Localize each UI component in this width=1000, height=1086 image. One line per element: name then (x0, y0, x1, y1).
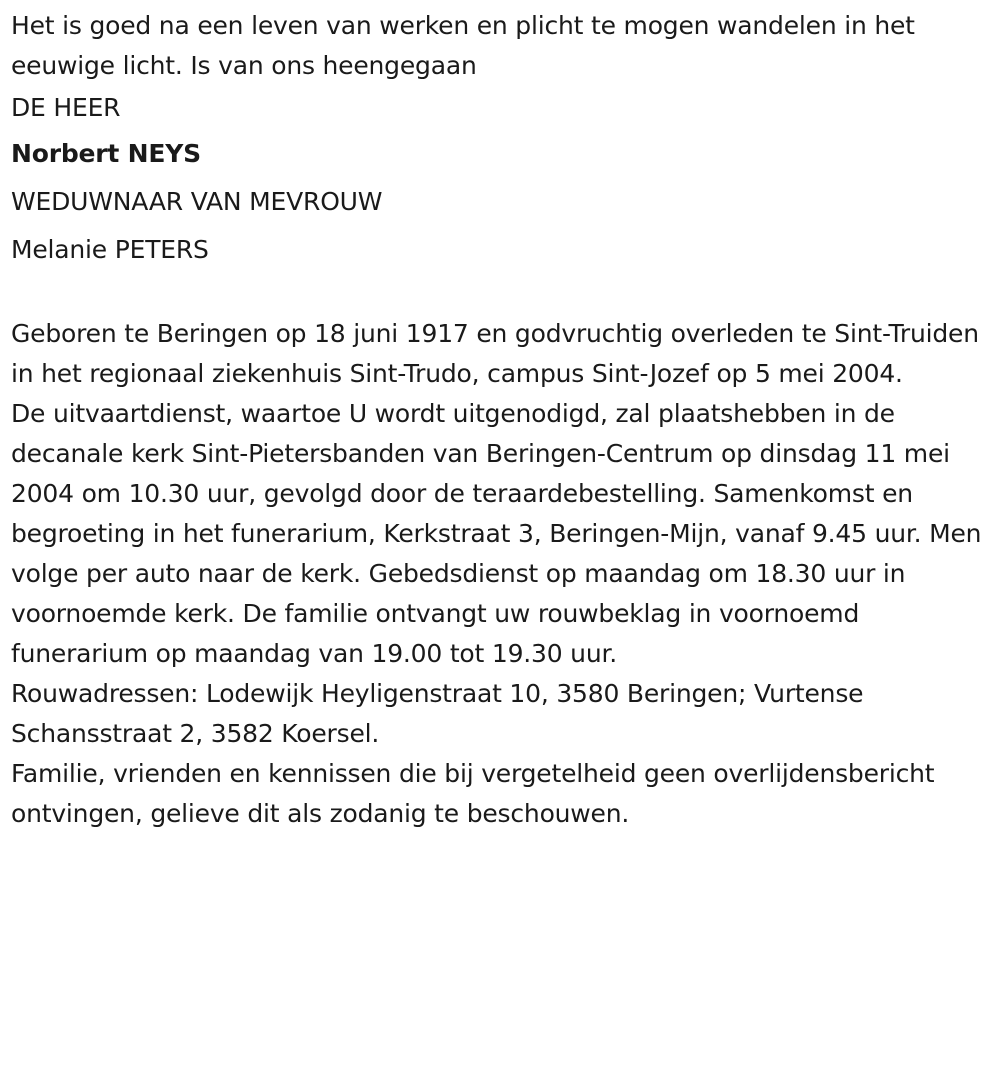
spouse-name: Melanie PETERS (11, 235, 209, 264)
intro-text: Het is goed na een leven van werken en plicht te mogen wandelen in het eeuwige licht. Is van ons heengegaan (11, 11, 915, 80)
deceased-relation: WEDUWNAAR VAN MEVROUW (11, 187, 383, 216)
birth-death-paragraph: Geboren te Beringen op 18 juni 1917 en godvruchtig overleden te Sint-Truiden in het regionaal ziekenhuis Sint-Trudo, campus Sint-Jozef op 5 mei 2004. (11, 319, 979, 388)
deceased-block (11, 86, 991, 274)
funeral-paragraph: De uitvaartdienst, waartoe U wordt uitgenodigd, zal plaatshebben in de decanale kerk Sint-Pietersbanden van Beringen-Centrum op dinsdag 11 mei 2004 om 10.30 uur, gevolgd door de teraardebestelling. Samenkomst en begroeting in het funerarium, Kerkstraat 3, Beringen-Mijn, vanaf 9.45 uur. Men volge per auto naar de kerk. Gebedsdienst op maandag om 18.30 uur in voornoemde kerk. De familie ontvangt uw rouwbeklag in voornoemd funerarium op maandag van 19.00 tot 19.30 uur. (11, 399, 982, 668)
addresses-paragraph: Rouwadressen: Lodewijk Heyligenstraat 10, 3580 Beringen; Vurtense Schansstraat 2, 3582 Koersel. (11, 679, 864, 748)
obituary-document (11, 6, 991, 834)
deceased-name: Norbert NEYS (11, 139, 201, 168)
closing-paragraph: Familie, vrienden en kennissen die bij vergetelheid geen overlijdensbericht ontvingen, gelieve dit als zodanig te beschouwen. (11, 759, 935, 828)
deceased-title: DE HEER (11, 93, 121, 122)
